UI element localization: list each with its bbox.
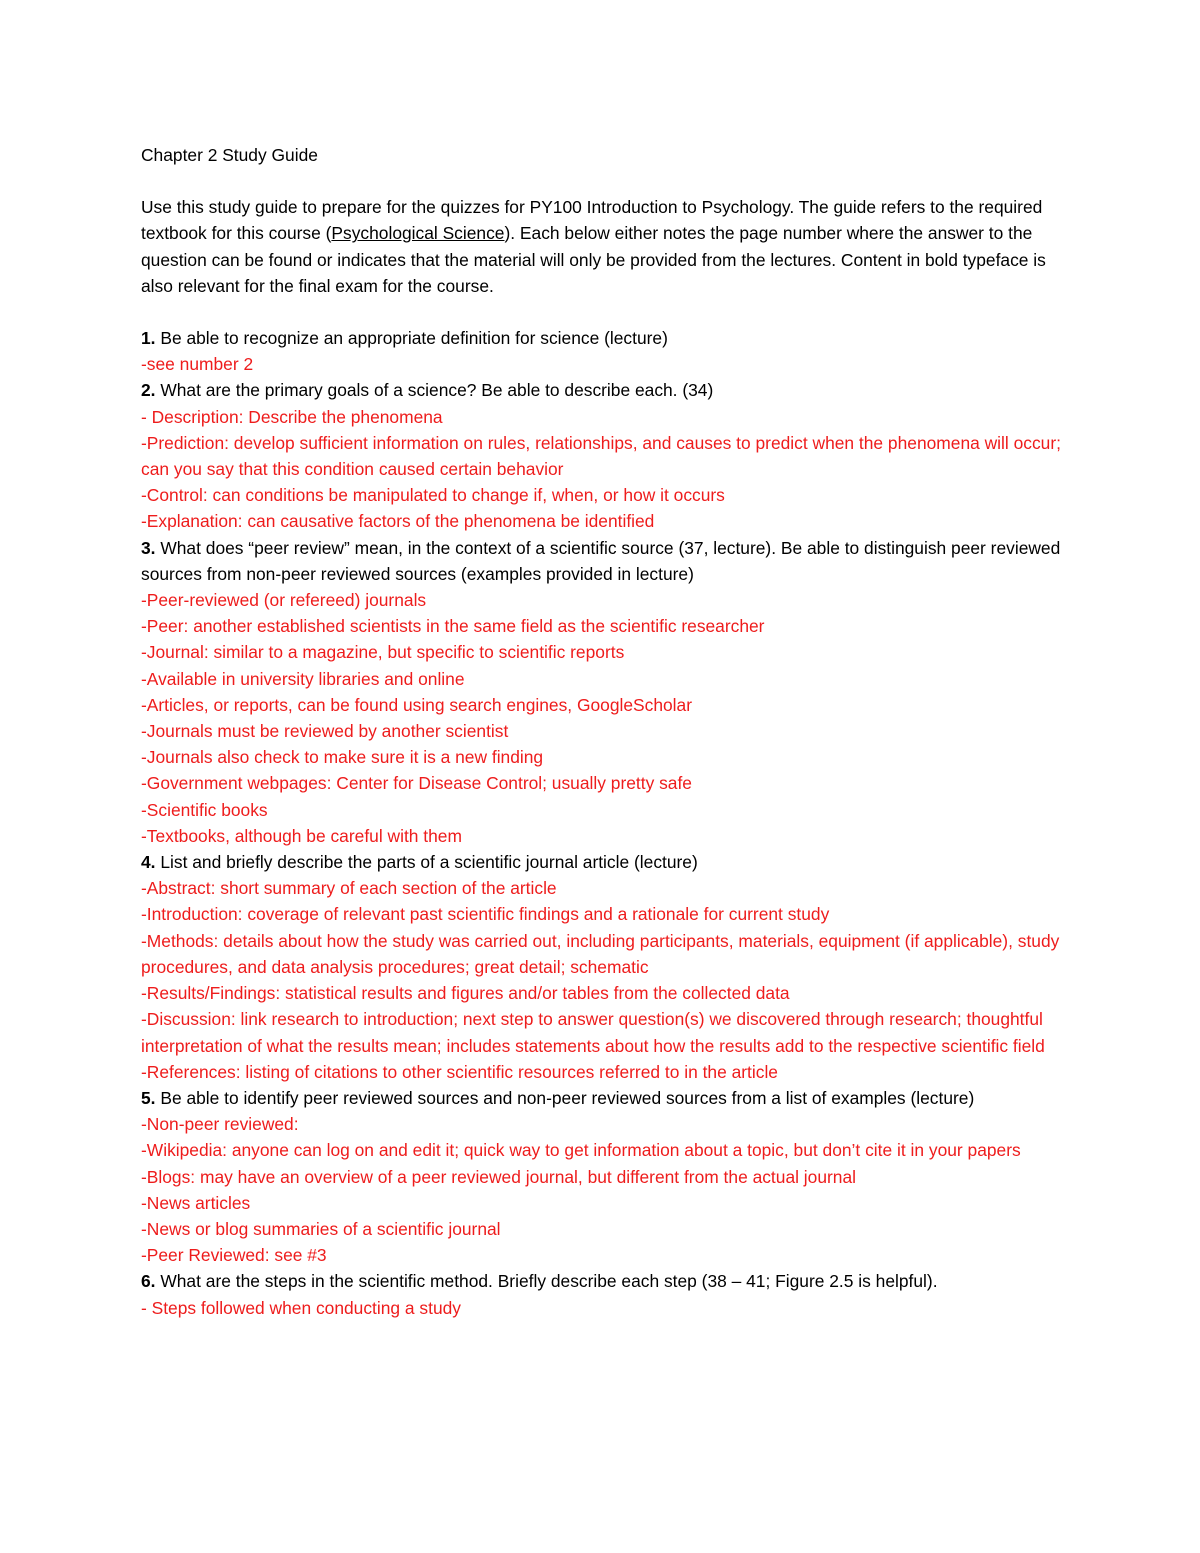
question-2 bbox=[141, 377, 1061, 403]
answer-line: -Introduction: coverage of relevant past scientific findings and a rationale for current study bbox=[141, 904, 830, 925]
question-number: 4. bbox=[141, 852, 156, 873]
answer-line: -Non-peer reviewed: bbox=[141, 1114, 299, 1135]
answer-line: -Wikipedia: anyone can log on and edit it; quick way to get information about a topic, but don’t cite it in your papers bbox=[141, 1140, 1021, 1161]
question-text: Be able to recognize an appropriate definition for science (lecture) bbox=[155, 328, 668, 349]
answer-line: -Journals must be reviewed by another scientist bbox=[141, 721, 509, 742]
answer-line: -References: listing of citations to other scientific resources referred to in the article bbox=[141, 1061, 778, 1082]
intro-text-before: Use this study guide to prepare for the quizzes for PY100 Introduction to Psychology. The guide refers to the required textbook for this course ( bbox=[141, 197, 1043, 244]
answer-line: -Prediction: develop sufficient information on rules, relationships, and causes to predict when the phenomena will occur; can you say that this condition caused certain behavior bbox=[141, 432, 1061, 480]
question-5 bbox=[141, 1085, 1061, 1111]
question-text: What are the steps in the scientific method. Briefly describe each step (38 – 41; Figure 2.5 is helpful). bbox=[155, 1271, 938, 1292]
textbook-title: Psychological Science bbox=[331, 223, 505, 244]
answer-line: -Government webpages: Center for Disease Control; usually pretty safe bbox=[141, 773, 692, 794]
question-text: List and briefly describe the parts of a scientific journal article (lecture) bbox=[155, 852, 698, 873]
question-number: 1. bbox=[141, 328, 156, 349]
question-number: 6. bbox=[141, 1271, 156, 1292]
answer-line: -Results/Findings: statistical results and figures and/or tables from the collected data bbox=[141, 983, 790, 1004]
question-6 bbox=[141, 1268, 1061, 1294]
answer-line: -Peer Reviewed: see #3 bbox=[141, 1245, 327, 1266]
question-number: 2. bbox=[141, 380, 156, 401]
answer-line: -News or blog summaries of a scientific journal bbox=[141, 1218, 501, 1239]
answer-line: -Methods: details about how the study was carried out, including participants, materials, equipment (if applicable), study procedures, and data analysis procedures; great detail; schematic bbox=[141, 930, 1060, 977]
answer-line: -Peer: another established scientists in the same field as the scientific researcher bbox=[141, 616, 765, 637]
intro-paragraph bbox=[141, 194, 1061, 299]
answer-line: -Journal: similar to a magazine, but specific to scientific reports bbox=[141, 642, 625, 663]
question-4 bbox=[141, 849, 1061, 875]
answer-line: -Scientific books bbox=[141, 799, 268, 820]
answer-line: -Blogs: may have an overview of a peer reviewed journal, but different from the actual journal bbox=[141, 1166, 857, 1187]
answer-line: -Control: can conditions be manipulated to change if, when, or how it occurs bbox=[141, 485, 725, 506]
question-text: What are the primary goals of a science? Be able to describe each. (34) bbox=[155, 380, 714, 401]
question-number: 3. bbox=[141, 537, 156, 558]
study-guide-page bbox=[141, 142, 1061, 1321]
answer-line: -Available in university libraries and online bbox=[141, 668, 465, 689]
question-1 bbox=[141, 325, 1061, 351]
answer-line: -Explanation: can causative factors of the phenomena be identified bbox=[141, 511, 655, 532]
question-3 bbox=[141, 535, 1061, 587]
question-text: What does “peer review” mean, in the context of a scientific source (37, lecture). Be able to distinguish peer reviewed sources from non-peer reviewed sources (examples provided in lecture) bbox=[141, 537, 1061, 584]
answer-line: - Steps followed when conducting a study bbox=[141, 1297, 461, 1318]
answer-line: -Textbooks, although be careful with them bbox=[141, 825, 462, 846]
answer-line: -see number 2 bbox=[141, 354, 254, 375]
answer-line: -News articles bbox=[141, 1192, 251, 1213]
answer-line: -Journals also check to make sure it is a new finding bbox=[141, 747, 544, 768]
answer-line: -Abstract: short summary of each section of the article bbox=[141, 878, 557, 899]
intro-text-after: ). Each below either notes the page number where the answer to the question can be found or indicates that the material will only be provided from the lectures. Content in bold typeface is also relevant for the final exam for the course. bbox=[141, 223, 1046, 296]
answer-line: -Peer-reviewed (or refereed) journals bbox=[141, 590, 427, 611]
answer-line: -Articles, or reports, can be found using search engines, GoogleScholar bbox=[141, 694, 693, 715]
page-title: Chapter 2 Study Guide bbox=[141, 145, 318, 165]
question-text: Be able to identify peer reviewed sources and non-peer reviewed sources from a list of examples (lecture) bbox=[155, 1087, 975, 1108]
answer-line: - Description: Describe the phenomena bbox=[141, 406, 443, 427]
question-number: 5. bbox=[141, 1087, 156, 1108]
answer-line: -Discussion: link research to introduction; next step to answer question(s) we discovered through research; thoughtful interpretation of what the results mean; includes statements about how the results add to the respective scientific field bbox=[141, 1009, 1045, 1056]
